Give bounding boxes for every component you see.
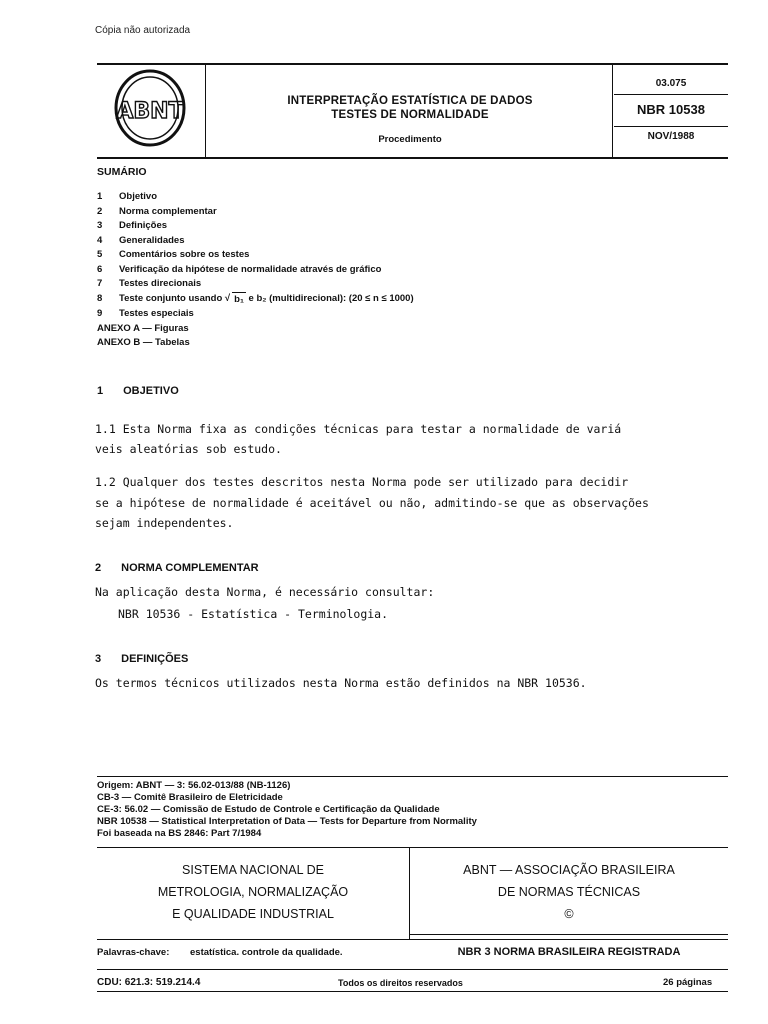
referenced-standard: NBR 10536 - Estatística - Terminologia. bbox=[118, 607, 389, 621]
summary-item: 4 Generalidades bbox=[97, 234, 185, 246]
paragraph-1-2-line1: 1.2 Qualquer dos testes descritos nesta Norma pode ser utilizado para decidir bbox=[95, 475, 629, 489]
classification-code: 03.075 bbox=[655, 78, 687, 89]
summary-item: 6 Verificação da hipótese de normalidade através de gráfico bbox=[97, 263, 382, 275]
english-title-line: NBR 10538 — Statistical Interpretation of Data — Tests for Departure from Normality bbox=[97, 816, 477, 827]
document-title-line1: INTERPRETAÇÃO ESTATÍSTICA DE DADOS bbox=[287, 95, 533, 107]
section-3-heading: 3 DEFINIÇÕES bbox=[95, 653, 189, 665]
committee-line: CB-3 — Comitê Brasileiro de Eletricidade bbox=[97, 792, 283, 803]
paragraph-1-2-line2: se a hipótese de normalidade é aceitável ou não, admitindo-se que as observações bbox=[95, 496, 649, 510]
paragraph-1-1-line1: 1.1 Esta Norma fixa as condições técnicas para testar a normalidade de variá bbox=[95, 422, 622, 436]
origin-block bbox=[97, 780, 477, 840]
publication-date: NOV/1988 bbox=[647, 131, 695, 142]
unauthorized-copy-note: Cópia não autorizada bbox=[95, 25, 191, 36]
section-2-heading: 2 NORMA COMPLEMENTAR bbox=[95, 562, 259, 574]
cdu-code: CDU: 621.3: 519.214.4 bbox=[97, 977, 201, 988]
annex-b: ANEXO B — Tabelas bbox=[97, 337, 190, 348]
paragraph-1-1-line2: veis aleatórias sob estudo. bbox=[95, 442, 282, 456]
keywords-label: Palavras-chave: bbox=[97, 947, 170, 958]
summary-item: 3 Definições bbox=[97, 220, 168, 231]
summary-item: 5 Comentários sobre os testes bbox=[97, 249, 250, 260]
section-1-heading: 1 OBJETIVO bbox=[97, 385, 179, 397]
sinmetro-name: SISTEMA NACIONAL DE METROLOGIA, NORMALIZAÇÃO E QUALIDADE INDUSTRIAL bbox=[157, 863, 349, 921]
abnt-logo bbox=[112, 68, 188, 148]
based-on-line: Foi baseada na BS 2846: Part 7/1984 bbox=[97, 828, 262, 839]
annex-a: ANEXO A — Figuras bbox=[97, 322, 189, 334]
rights-reserved: Todos os direitos reservados bbox=[338, 978, 463, 988]
summary-item: 9 Testes especiais bbox=[97, 308, 194, 319]
summary-title: SUMÁRIO bbox=[97, 166, 147, 178]
abnt-name: ABNT — ASSOCIAÇÃO BRASILEIRA DE NORMAS TÉCNICAS © bbox=[410, 859, 728, 925]
origin-line: Origem: ABNT — 3: 56.02-013/88 (NB-1126) bbox=[97, 780, 291, 791]
summary-item: 7 Testes direcionais bbox=[97, 278, 202, 289]
document-type: Procedimento bbox=[378, 134, 442, 145]
paragraph-1-2-line3: sejam independentes. bbox=[95, 516, 234, 530]
summary-item: 1 Objetivo bbox=[97, 191, 158, 202]
sqrt-term: b₁ bbox=[232, 292, 246, 308]
keywords-value: estatística. controle da qualidade. bbox=[190, 947, 343, 958]
copyright-symbol: © bbox=[564, 907, 574, 921]
study-commission-line: CE-3: 56.02 — Comissão de Estudo de Controle e Certificação da Qualidade bbox=[97, 804, 440, 815]
standard-number: NBR 10538 bbox=[637, 102, 705, 117]
summary-item: 2 Norma complementar bbox=[97, 205, 217, 217]
logo-text: ABNT bbox=[116, 99, 184, 124]
document-title-line2: TESTES DE NORMALIDADE bbox=[331, 109, 489, 121]
registered-standard: NBR 3 NORMA BRASILEIRA REGISTRADA bbox=[457, 946, 681, 958]
paragraph-3-line1: Os termos técnicos utilizados nesta Norma estão definidos na NBR 10536. bbox=[95, 676, 587, 690]
paragraph-2-line1: Na aplicação desta Norma, é necessário consultar: bbox=[95, 585, 435, 599]
page-count: 26 páginas bbox=[663, 977, 713, 988]
summary-item: 8 Teste conjunto usando √ b₁ e b₂ (multidirecional): (20 ≤ n ≤ 1000) bbox=[97, 292, 414, 308]
summary-list bbox=[97, 190, 414, 351]
